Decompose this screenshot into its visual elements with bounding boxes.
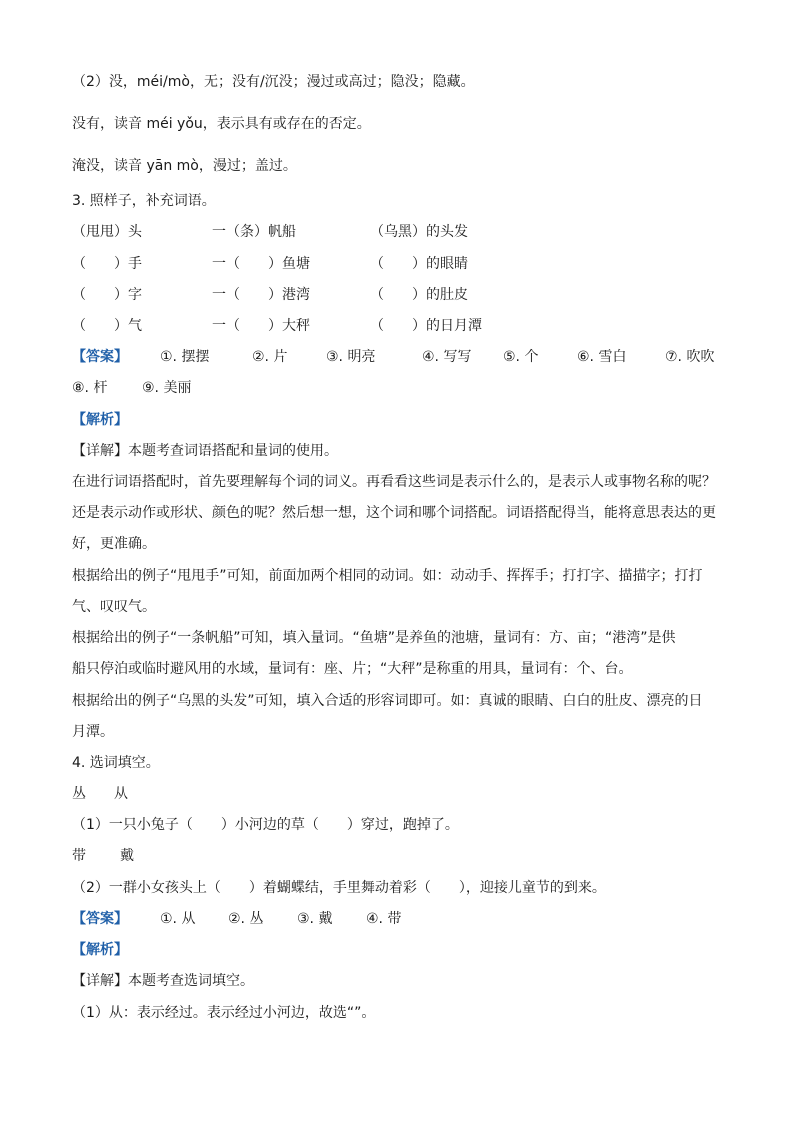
answer-item: ⑤. 个 [503, 349, 539, 365]
answer-item: ②. 丛 [228, 911, 264, 927]
answer-item: ①. 从 [160, 911, 196, 927]
answer-item: ⑧. 杆 [72, 380, 108, 396]
table-cell: （乌黑）的头发 [370, 224, 468, 240]
table-cell: （ ）的肚皮 [370, 287, 468, 303]
text-line: （1）一只小兔子（ ）小河边的草（ ）穿过，跑掉了。 [72, 817, 459, 833]
word-option: 带 [72, 848, 86, 864]
text-line: 根据给出的例子“一条帆船”可知，填入量词。“鱼塘”是养鱼的池塘，量词有：方、亩；“港湾”是供 [72, 630, 676, 646]
answer-item: ④. 带 [366, 911, 402, 927]
table-cell: （ ）手 [72, 256, 142, 272]
table-cell: （ ）的眼睛 [370, 256, 468, 272]
analysis-label: 【解析】 [72, 412, 128, 428]
text-line: 【详解】本题考查选词填空。 [72, 973, 254, 989]
text-line: 【详解】本题考查词语搭配和量词的使用。 [72, 443, 338, 459]
table-cell: 一（ ）鱼塘 [212, 256, 310, 272]
word-option: 戴 [120, 848, 134, 864]
table-cell: 一（ ）大秤 [212, 318, 310, 334]
word-option: 丛 [72, 786, 86, 802]
question-title: 3. 照样子，补充词语。 [72, 193, 216, 209]
text-line: 根据给出的例子“甩甩手”可知，前面加两个相同的动词。如：动动手、挥挥手；打打字、描描字；打打 [72, 568, 703, 584]
answer-item: ⑦. 吹吹 [665, 349, 715, 365]
table-cell: （ ）的日月潭 [370, 318, 482, 334]
analysis-label: 【解析】 [72, 942, 128, 958]
answer-item: ③. 戴 [297, 911, 333, 927]
table-cell: （ ）字 [72, 287, 142, 303]
text-line: （2）没，méi/mò，无；没有/沉没；漫过或高过；隐没；隐藏。 [72, 74, 475, 90]
table-cell: 一（ ）港湾 [212, 287, 310, 303]
answer-item: ③. 明亮 [326, 349, 376, 365]
table-cell: （甩甩）头 [72, 224, 142, 240]
word-option: 从 [114, 786, 128, 802]
text-line: 好，更准确。 [72, 536, 156, 552]
text-line: （2）一群小女孩头上（ ）着蝴蝶结，手里舞动着彩（ ），迎接儿童节的到来。 [72, 880, 606, 896]
text-line: 没有，读音 méi yǒu，表示具有或存在的否定。 [72, 116, 371, 132]
table-cell: 一（条）帆船 [212, 224, 296, 240]
answer-item: ⑥. 雪白 [577, 349, 627, 365]
answer-item: ④. 写写 [422, 349, 472, 365]
answer-label: 【答案】 [72, 349, 128, 365]
question-title: 4. 选词填空。 [72, 755, 160, 771]
answer-item: ①. 摆摆 [160, 349, 210, 365]
text-line: 还是表示动作或形状、颜色的呢？然后想一想，这个词和哪个词搭配。词语搭配得当，能将意思表达的更 [72, 505, 716, 521]
text-line: 船只停泊或临时避风用的水域，量词有：座、片；“大秤”是称重的用具，量词有：个、台。 [72, 661, 633, 677]
text-line: 在进行词语搭配时，首先要理解每个词的词义。再看看这些词是表示什么的，是表示人或事物名称的呢？ [72, 474, 716, 490]
text-line: （1）从：表示经过。表示经过小河边，故选“”。 [72, 1005, 376, 1021]
table-cell: （ ）气 [72, 318, 142, 334]
text-line: 月潭。 [72, 724, 114, 740]
answer-label: 【答案】 [72, 911, 128, 927]
answer-item: ⑨. 美丽 [142, 380, 192, 396]
text-line: 气、叹叹气。 [72, 599, 156, 615]
text-line: 淹没，读音 yān mò，漫过；盖过。 [72, 158, 297, 174]
text-line: 根据给出的例子“乌黑的头发”可知，填入合适的形容词即可。如：真诚的眼睛、白白的肚皮、漂亮的日 [72, 693, 703, 709]
answer-item: ②. 片 [252, 349, 288, 365]
